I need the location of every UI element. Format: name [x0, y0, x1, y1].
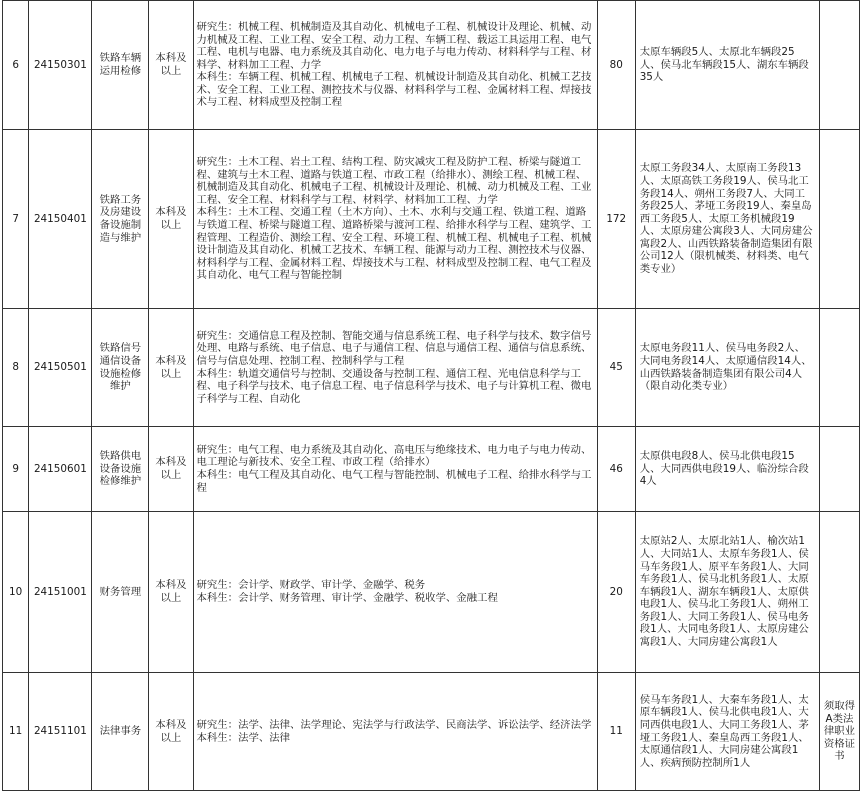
- major-requirement: 研究生：会计学、财政学、审计学、金融学、税务 本科生：会计学、财务管理、审计学、金融学、税收学、金融工程: [193, 512, 597, 673]
- major-requirement: 研究生：交通信息工程及控制、智能交通与信息系统工程、电子科学与技术、数字信号处理、电路与系统、电子信息、电子与通信工程、信息与通信工程、通信与信息系统、信号与信息处理、控制工程、控制科学与工程 本科生：轨道交通信号与控制、交通设备与控制工程、通信工程、光电信息科学与工程、电子科学与技术、电子信息工程、电子信息科学与技术、电子与计算机工程、微电子科学与工程、自动化: [193, 309, 597, 427]
- table-row: [3, 512, 860, 673]
- table-row: [3, 427, 860, 512]
- major-requirement: 研究生：法学、法律、法学理论、宪法学与行政法学、民商法学、诉讼法学、经济法学 本科生：法学、法律: [193, 673, 597, 791]
- table-row: [3, 673, 860, 791]
- position-name: 铁路工务及房建设备设施制造与维护: [92, 130, 149, 309]
- major-requirement: 研究生：土木工程、岩土工程、结构工程、防灾减灾工程及防护工程、桥梁与隧道工程、建筑与土木工程、道路与铁道工程、市政工程（给排水）、测绘工程、机械工程、机械制造及其自动化、机械电子工程、机械设计及理论、机械、动力机械及工程、工业工程、安全工程、材料科学与工程、材料学、材料加工工程、力学 本科生：土木工程、交通工程（土木方向）、土木、水利与交通工程、铁道工程、道路与铁道工程、桥梁与隧道工程、道路桥梁与渡河工程、给排水科学与工程、建筑学、工程管理、工程造价、测绘工程、安全工程、环境工程、机械工程、机械电子工程、机械设计制造及其自动化、机械工艺技术、车辆工程、能源与动力工程、测控技术与仪器、材料科学与工程、金属材料工程、焊接技术与工程、材料成型及控制工程、电气工程及其自动化、电气工程与智能控制: [193, 130, 597, 309]
- major-requirement: 研究生：电气工程、电力系统及其自动化、高电压与绝缘技术、电力电子与电力传动、电工理论与新技术、安全工程、市政工程（给排水） 本科生：电气工程及其自动化、电气工程与智能控制、机械电子工程、给排水科学与工程: [193, 427, 597, 512]
- education-requirement: 本科及以上: [149, 512, 193, 673]
- row-number: 10: [3, 512, 29, 673]
- position-name: 法律事务: [92, 673, 149, 791]
- position-code: 24150601: [29, 427, 92, 512]
- position-name: 铁路车辆运用检修: [92, 1, 149, 130]
- position-name: 财务管理: [92, 512, 149, 673]
- unit-distribution: 侯马车务段1人、大秦车务段1人、太原车辆段1人、侯马北供电段1人、大同西供电段1人、大同工务段1人、茅垭工务段1人、秦皇岛西工务段1人、太原通信段1人、大同房建公寓段1人、疾病预防控制所1人: [635, 673, 819, 791]
- recruitment-table: [2, 0, 860, 791]
- row-number: 7: [3, 130, 29, 309]
- hire-count: 11: [597, 673, 635, 791]
- unit-distribution: 太原站2人、太原北站1人、榆次站1人、大同站1人、太原车务段1人、侯马车务段1人、原平车务段1人、大同车务段1人、侯马北机务段1人、太原车辆段1人、湖东车辆段1人、太原供电段1人、侯马北工务段1人、朔州工务段1人、大同工务段1人、侯马电务段1人、大同电务段1人、太原房建公寓段1人、大同房建公寓段1人: [635, 512, 819, 673]
- row-number: 11: [3, 673, 29, 791]
- education-requirement: 本科及以上: [149, 309, 193, 427]
- remark: [819, 1, 859, 130]
- hire-count: 80: [597, 1, 635, 130]
- table-row: [3, 1, 860, 130]
- unit-distribution: 太原电务段11人、侯马电务段2人、大同电务段14人、太原通信段14人、山西铁路装备制造集团有限公司4人（限自动化类专业）: [635, 309, 819, 427]
- unit-distribution: 太原供电段8人、侯马北供电段15人、大同西供电段19人、临汾综合段4人: [635, 427, 819, 512]
- row-number: 8: [3, 309, 29, 427]
- position-code: 24150301: [29, 1, 92, 130]
- remark: [819, 309, 859, 427]
- hire-count: 45: [597, 309, 635, 427]
- education-requirement: 本科及以上: [149, 130, 193, 309]
- remark: 须取得A类法律职业资格证书: [819, 673, 859, 791]
- position-name: 铁路信号通信设备设施检修维护: [92, 309, 149, 427]
- position-name: 铁路供电设备设施检修维护: [92, 427, 149, 512]
- remark: [819, 130, 859, 309]
- remark: [819, 512, 859, 673]
- education-requirement: 本科及以上: [149, 1, 193, 130]
- education-requirement: 本科及以上: [149, 427, 193, 512]
- remark: [819, 427, 859, 512]
- unit-distribution: 太原工务段34人、太原南工务段13人、太原高铁工务段19人、侯马北工务段14人、朔州工务段7人、大同工务段25人、茅垭工务段19人、秦皇岛西工务段5人、太原工务机械段19人、太原房建公寓段3人、大同房建公寓段2人、山西铁路装备制造集团有限公司12人（限机械类、材料类、电气类专业）: [635, 130, 819, 309]
- hire-count: 46: [597, 427, 635, 512]
- education-requirement: 本科及以上: [149, 673, 193, 791]
- major-requirement: 研究生：机械工程、机械制造及其自动化、机械电子工程、机械设计及理论、机械、动力机械及工程、工业工程、安全工程、动力工程、车辆工程、载运工具运用工程、电气工程、电机与电器、电力系统及其自动化、电力电子与电力传动、材料科学与工程、材料学、材料加工工程、力学 本科生：车辆工程、机械工程、机械电子工程、机械设计制造及其自动化、机械工艺技术、安全工程、工业工程、测控技术与仪器、材料科学与工程、金属材料工程、焊接技术与工程、材料成型及控制工程: [193, 1, 597, 130]
- hire-count: 20: [597, 512, 635, 673]
- row-number: 6: [3, 1, 29, 130]
- table-row: [3, 130, 860, 309]
- table-row: [3, 309, 860, 427]
- position-code: 24150501: [29, 309, 92, 427]
- row-number: 9: [3, 427, 29, 512]
- position-code: 24150401: [29, 130, 92, 309]
- hire-count: 172: [597, 130, 635, 309]
- unit-distribution: 太原车辆段5人、太原北车辆段25人、侯马北车辆段15人、湖东车辆段35人: [635, 1, 819, 130]
- position-code: 24151001: [29, 512, 92, 673]
- position-code: 24151101: [29, 673, 92, 791]
